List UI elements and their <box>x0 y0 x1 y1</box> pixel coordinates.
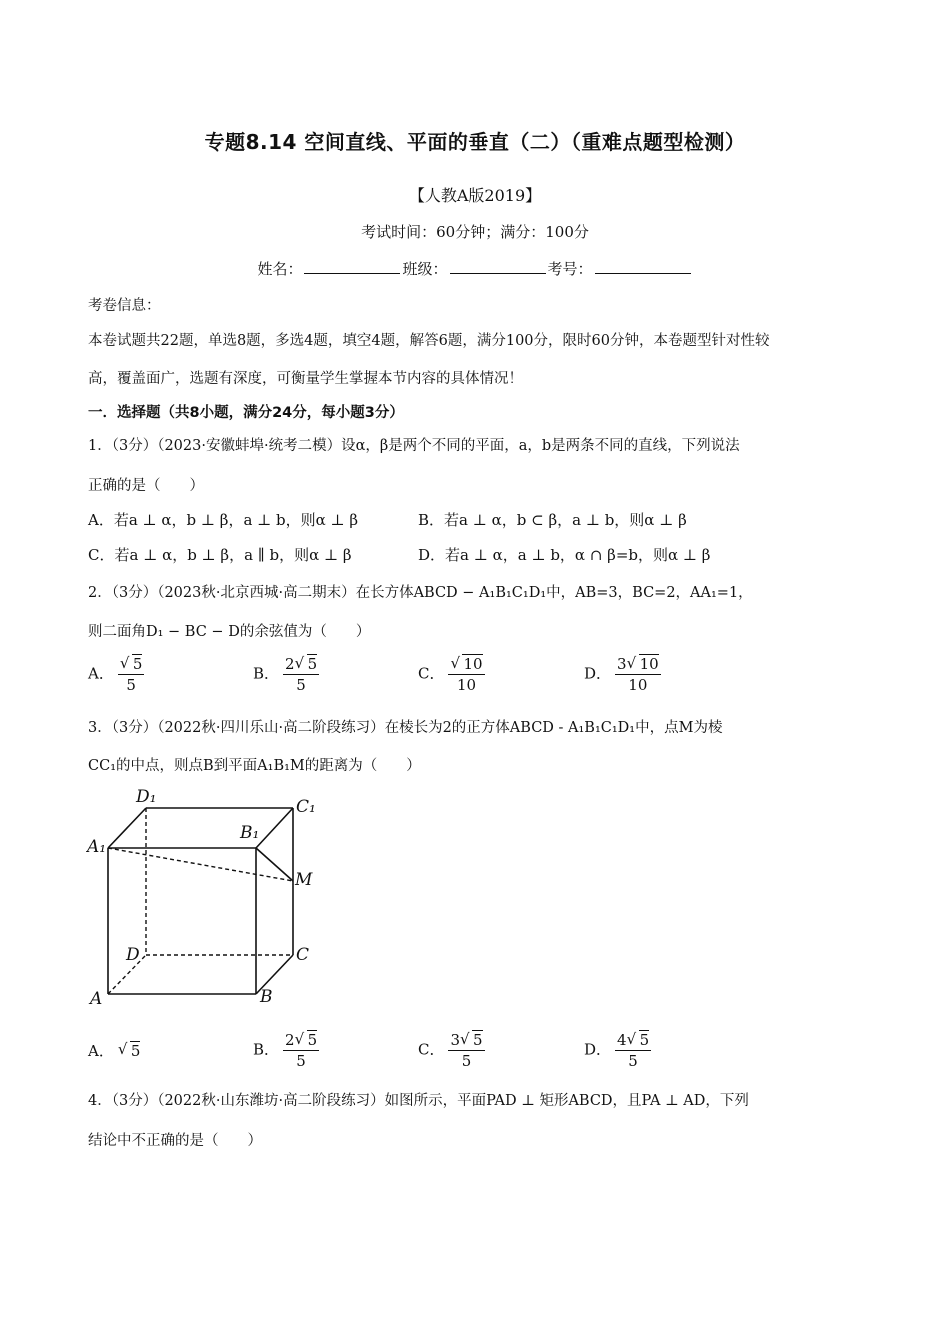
q2-option-c: C． √ 10 10 <box>418 654 483 694</box>
page-title: 专题8.14 空间直线、平面的垂直（二）（重难点题型检测） <box>204 130 746 154</box>
q3-stem-line-1: 3．（3分）（2022秋·四川乐山·高二阶段练习）在棱长为2的正方体ABCD - A₁B₁C₁D₁中，点M为棱 <box>88 720 723 736</box>
q1-option-c: C．若a ⊥ α，b ⊥ β，a ∥ b，则α ⊥ β <box>88 546 352 564</box>
label-a1: A₁ <box>87 837 107 857</box>
exam-info-line-1: 本卷试题共22题，单选8题，多选4题，填空4题，解答6题，满分100分，限时60分钟，本卷题型针对性较 <box>88 333 770 349</box>
q2-option-b: B． 2 √ 5 5 <box>253 654 318 694</box>
student-info-row <box>0 258 950 279</box>
exam-info-line-2: 高，覆盖面广，选题有深度，可衡量学生掌握本节内容的具体情况！ <box>88 371 523 387</box>
q3-option-b: B． 2 √ 5 5 <box>253 1030 318 1070</box>
q1-stem-line-1: 1．（3分）（2023·安徽蚌埠·统考二模）设α，β是两个不同的平面，a，b是两条不同的直线，下列说法 <box>88 438 740 454</box>
q2-option-d: D． 3 √ 10 10 <box>584 654 659 694</box>
q2-stem-line-2: 则二面角D₁ − BC − D的余弦值为（ ） <box>88 624 371 640</box>
edge-a1-d1 <box>108 808 146 848</box>
label-a: A <box>90 989 103 1009</box>
q3-option-d: D． 4 √ 5 5 <box>584 1030 650 1070</box>
number-label: 考号： <box>547 260 593 278</box>
name-blank[interactable] <box>304 259 400 274</box>
label-b: B <box>260 987 273 1007</box>
q2-option-a: A． √ 5 5 <box>88 654 143 694</box>
q4-stem-line-1: 4．（3分）（2022秋·山东潍坊·高二阶段练习）如图所示，平面PAD ⊥ 矩形ABCD，且PA ⊥ AD，下列 <box>88 1093 749 1109</box>
q3-stem-line-2: CC₁的中点，则点B到平面A₁B₁M的距离为（ ） <box>88 758 421 774</box>
section-heading: 一．选择题（共8小题，满分24分，每小题3分） <box>88 405 404 421</box>
label-m: M <box>295 870 313 890</box>
cube-figure <box>86 780 326 1010</box>
hidden-edge-a1-m <box>108 848 293 881</box>
q4-stem-line-2: 结论中不正确的是（ ） <box>88 1133 262 1149</box>
q1-option-d: D．若a ⊥ α，a ⊥ b，α ∩ β=b，则α ⊥ β <box>418 546 711 564</box>
q3-option-c: C． 3 √ 5 5 <box>418 1030 483 1070</box>
q3-option-a: A． √ 5 <box>88 1040 141 1060</box>
exam-time: 考试时间：60分钟；满分：100分 <box>361 223 589 241</box>
edition-label: 【人教A版2019】 <box>408 186 542 205</box>
name-label: 姓名： <box>257 260 303 278</box>
label-c1: C₁ <box>296 797 316 817</box>
q1-option-a: A．若a ⊥ α，b ⊥ β，a ⊥ b，则α ⊥ β <box>88 511 359 529</box>
class-blank[interactable] <box>450 259 546 274</box>
q2-stem-line-1: 2．（3分）（2023秋·北京西城·高二期末）在长方体ABCD − A₁B₁C₁D₁中，AB=3，BC=2，AA₁=1， <box>88 585 753 601</box>
edge-b1-c1 <box>256 808 293 848</box>
label-d: D <box>126 945 140 965</box>
number-blank[interactable] <box>595 259 691 274</box>
q1-stem-line-2: 正确的是（ ） <box>88 478 204 494</box>
class-label: 班级： <box>402 260 448 278</box>
q1-option-b: B．若a ⊥ α，b ⊂ β，a ⊥ b，则α ⊥ β <box>418 511 687 529</box>
label-c: C <box>296 945 310 965</box>
label-d1: D₁ <box>136 787 157 807</box>
exam-info-heading: 考卷信息： <box>88 298 161 314</box>
label-b1: B₁ <box>240 823 260 843</box>
